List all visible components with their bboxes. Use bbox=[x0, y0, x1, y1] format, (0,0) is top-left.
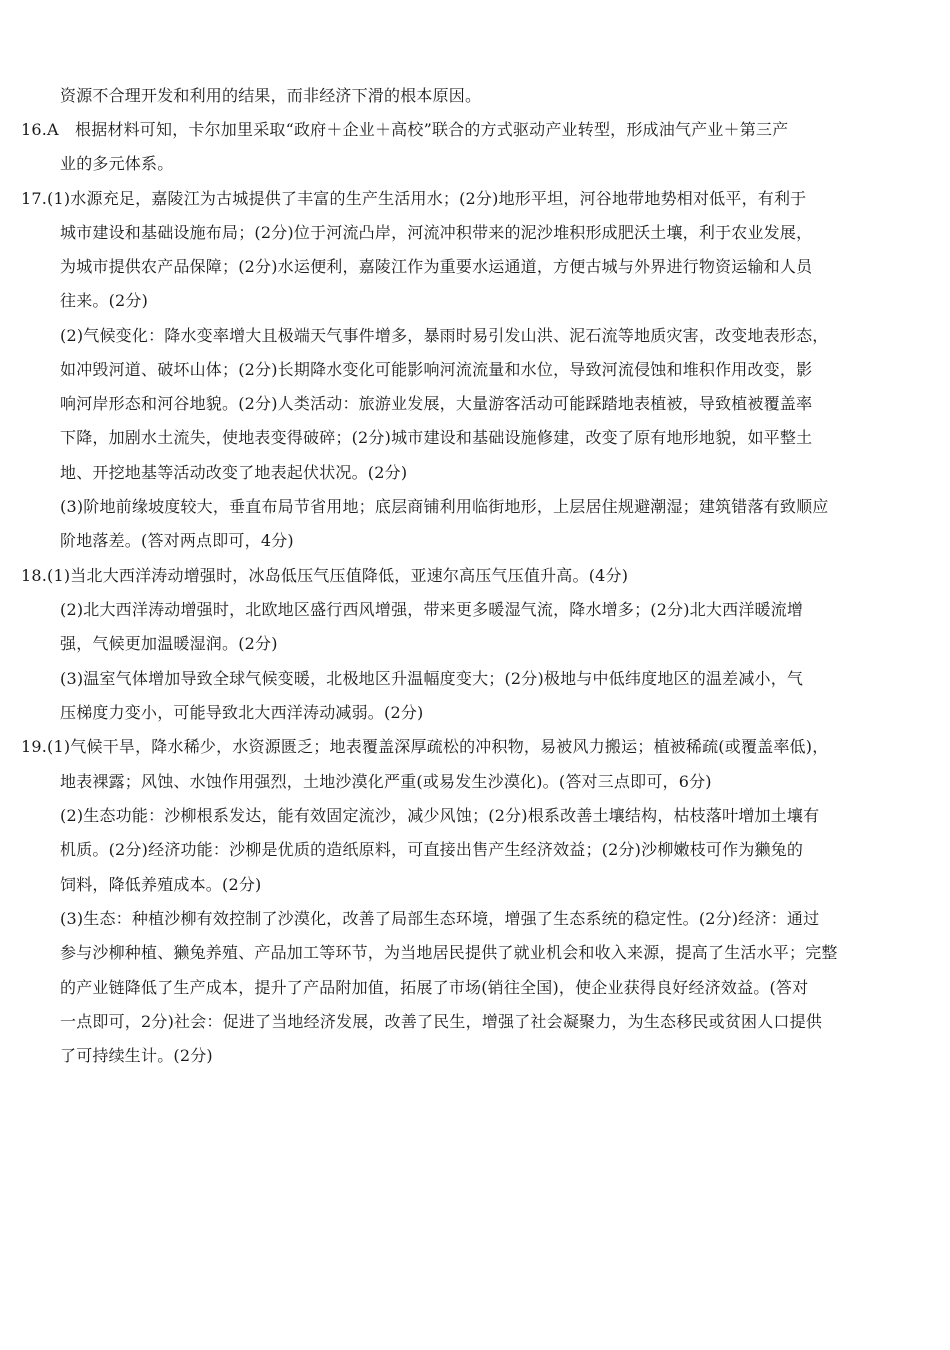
text-line: 机质。(2分)经济功能：沙柳是优质的造纸原料，可直接出售产生经济效益；(2分)沙柳嫩枝可作为獭兔的 bbox=[60, 840, 804, 859]
answer-18: 18.(1)当北大西洋涛动增强时，冰岛低压气压值降低，亚速尔高压气压值升高。(4分) bbox=[21, 566, 629, 585]
answer-18-3: (3)温室气体增加导致全球气候变暖，北极地区升温幅度变大；(2分)极地与中低纬度地区的温差减小，气 bbox=[60, 669, 804, 688]
text-line: 资源不合理开发和利用的结果，而非经济下滑的根本原因。 bbox=[60, 86, 482, 105]
text-line: 参与沙柳种植、獭兔养殖、产品加工等环节，为当地居民提供了就业机会和收入来源，提高了生活水平；完整 bbox=[60, 943, 838, 962]
answer-16: 16.A 根据材料可知，卡尔加里采取“政府＋企业＋高校”联合的方式驱动产业转型，形成油气产业＋第三产 bbox=[21, 120, 789, 139]
text-line: 城市建设和基础设施布局；(2分)位于河流凸岸，河流冲积带来的泥沙堆积形成肥沃土壤，利于农业发展， bbox=[60, 223, 813, 242]
answer-18-2: (2)北大西洋涛动增强时，北欧地区盛行西风增强，带来更多暖湿气流，降水增多；(2分)北大西洋暖流增 bbox=[60, 600, 804, 619]
text-line: 的产业链降低了生产成本，提升了产品附加值，拓展了市场(销往全国)，使企业获得良好经济效益。(答对 bbox=[60, 978, 809, 997]
text-line: 如冲毁河道、破坏山体；(2分)长期降水变化可能影响河流流量和水位，导致河流侵蚀和堆积作用改变，影 bbox=[60, 360, 813, 379]
text-line: 往来。(2分) bbox=[60, 291, 149, 310]
text-line: 业的多元体系。 bbox=[60, 154, 174, 173]
text-line: 为城市提供农产品保障；(2分)水运便利，嘉陵江作为重要水运通道，方便古城与外界进行物资运输和人员 bbox=[60, 257, 813, 276]
text-line: 了可持续生计。(2分) bbox=[60, 1046, 213, 1065]
text-line: 响河岸形态和河谷地貌。(2分)人类活动：旅游业发展，大量游客活动可能踩踏地表植被，导致植被覆盖率 bbox=[60, 394, 813, 413]
answer-17-2: (2)气候变化：降水变率增大且极端天气事件增多，暴雨时易引发山洪、泥石流等地质灾害，改变地表形态， bbox=[60, 326, 829, 345]
answer-19: 19.(1)气候干旱，降水稀少，水资源匮乏；地表覆盖深厚疏松的冲积物，易被风力搬运；植被稀疏(或覆盖率低)， bbox=[21, 737, 829, 756]
text-line: 一点即可，2分)社会：促进了当地经济发展，改善了民生，增强了社会凝聚力，为生态移民或贫困人口提供 bbox=[60, 1012, 823, 1031]
text-line: 地、开挖地基等活动改变了地表起伏状况。(2分) bbox=[60, 463, 408, 482]
text-line: 下降，加剧水土流失，使地表变得破碎；(2分)城市建设和基础设施修建，改变了原有地形地貌，如平整土 bbox=[60, 428, 813, 447]
text-line: 阶地落差。(答对两点即可，4分) bbox=[60, 531, 294, 550]
text-line: 地表裸露；风蚀、水蚀作用强烈，土地沙漠化严重(或易发生沙漠化)。(答对三点即可，6分) bbox=[60, 772, 712, 791]
text-line: 饲料，降低养殖成本。(2分) bbox=[60, 875, 262, 894]
text-line: 强，气候更加温暖湿润。(2分) bbox=[60, 634, 278, 653]
answer-19-2: (2)生态功能：沙柳根系发达，能有效固定流沙，减少风蚀；(2分)根系改善土壤结构，枯枝落叶增加土壤有 bbox=[60, 806, 820, 825]
answer-17-3: (3)阶地前缘坡度较大，垂直布局节省用地；底层商铺利用临街地形，上层居住规避潮湿；建筑错落有致顺应 bbox=[60, 497, 829, 516]
answer-19-3: (3)生态：种植沙柳有效控制了沙漠化，改善了局部生态环境，增强了生态系统的稳定性。(2分)经济：通过 bbox=[60, 909, 820, 928]
text-line: 压梯度力变小，可能导致北大西洋涛动减弱。(2分) bbox=[60, 703, 424, 722]
answer-17: 17.(1)水源充足，嘉陵江为古城提供了丰富的生产生活用水；(2分)地形平坦，河谷地带地势相对低平，有利于 bbox=[21, 189, 807, 208]
